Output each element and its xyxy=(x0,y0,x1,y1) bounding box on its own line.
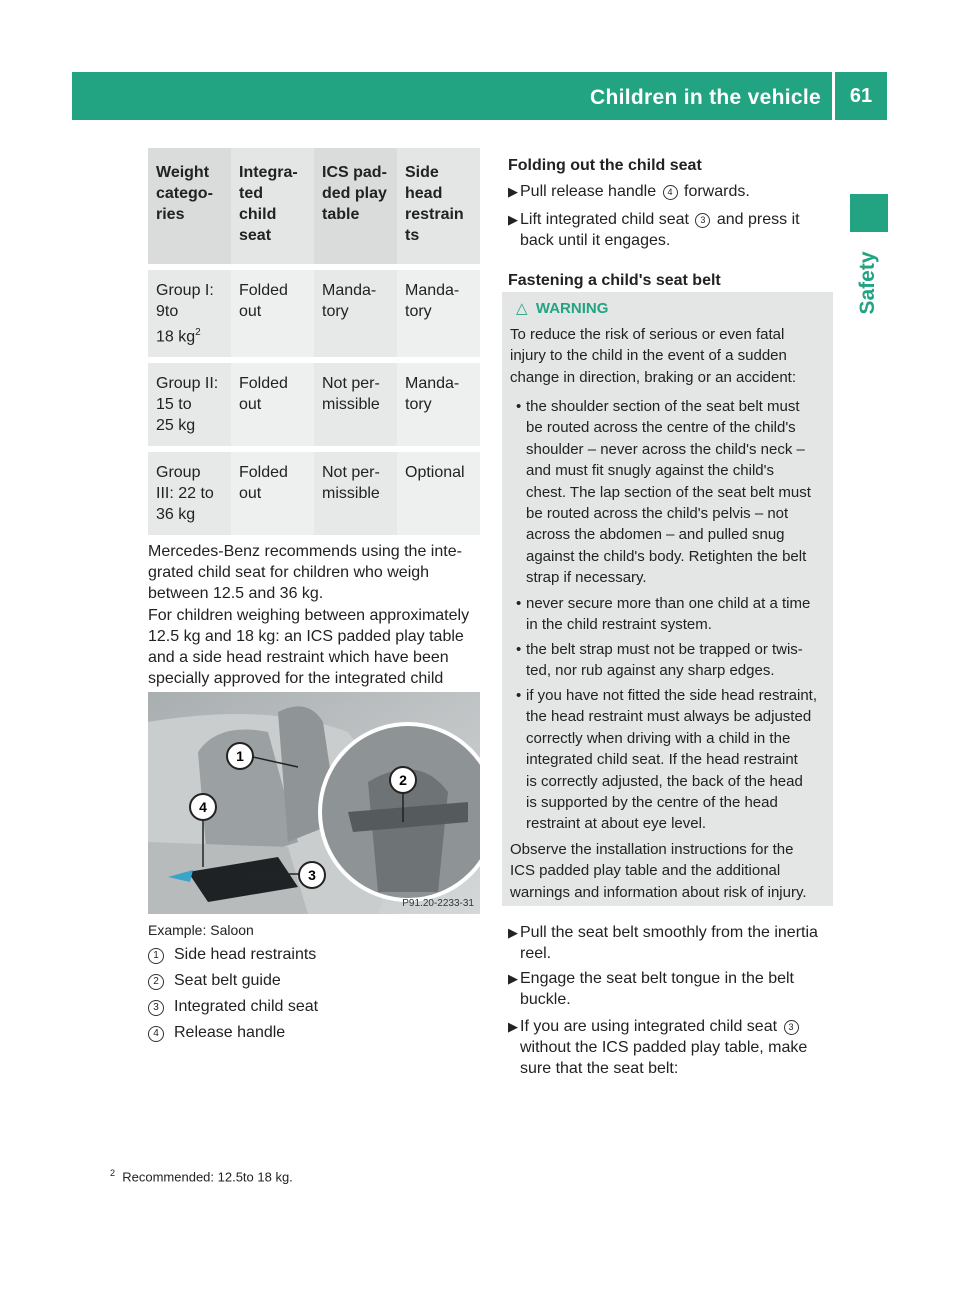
callout-3 xyxy=(299,862,325,888)
table-header-cell: Side head restrain ts xyxy=(397,148,480,264)
bullet-icon: • xyxy=(516,595,522,612)
step-arrow-icon: ▶ xyxy=(508,212,518,227)
step-arrow-icon: ▶ xyxy=(508,1019,518,1034)
warning-label: △ WARNING xyxy=(516,300,609,317)
legend-item: 1 Side head restraints xyxy=(148,946,316,964)
table-header-cell: ICS pad- ded play table xyxy=(314,148,397,264)
side-tab-label: Safety xyxy=(856,251,879,315)
table-row xyxy=(148,270,480,357)
folding-step: ▶ Pull release handle 4 forwards. xyxy=(508,183,750,200)
warning-bullet: • if you have not fitted the side head restraint, the head restraint must always be adjusted correctly when driving with a child in the integrated child seat. If the head restraint is correctly adjusted, the back of the head is supported by the centre of the head restraint at about eye level. xyxy=(516,687,818,833)
warning-intro: To reduce the risk of serious or even fatal injury to the child in the event of a sudden change in direction, braking or an accident: xyxy=(510,326,797,386)
figure-code: P91.20-2233-31 xyxy=(402,898,474,909)
bullet-icon: • xyxy=(516,398,522,415)
table-row xyxy=(148,363,480,446)
svg-text:1: 1 xyxy=(236,748,244,764)
intro-paragraph: Mercedes-Benz recommends using the inte- grated child seat for children who weigh between 12.5 and 36 kg. xyxy=(148,543,462,602)
belt-step: ▶ Engage the seat belt tongue in the belt buckle. xyxy=(508,970,794,1008)
table-cell: Folded out xyxy=(231,363,314,446)
warning-bullet: • never secure more than one child at a time in the child restraint system. xyxy=(516,595,811,634)
table-header-row xyxy=(148,148,480,264)
legend-item: 2 Seat belt guide xyxy=(148,972,281,990)
warning-triangle-icon: △ xyxy=(516,300,528,317)
table-row xyxy=(148,452,480,535)
svg-text:4: 4 xyxy=(199,799,207,815)
legend-item: 3 Integrated child seat xyxy=(148,998,318,1016)
page-number: 61 xyxy=(835,72,887,120)
table-cell: Optional xyxy=(397,452,480,535)
table-cell: Manda- tory xyxy=(397,270,480,357)
bullet-icon: • xyxy=(516,687,522,704)
child-seat-illustration xyxy=(148,692,480,914)
illustration-svg xyxy=(148,692,480,914)
table-cell: Group III: 22 to 36 kg xyxy=(148,452,231,535)
svg-text:2: 2 xyxy=(399,772,407,788)
callout-1 xyxy=(227,743,253,769)
warning-outro: Observe the installation instructions for the ICS padded play table and the additional warnings and information about risk of injury. xyxy=(510,841,807,901)
belt-step: ▶ If you are using integrated child seat 3 without the ICS padded play table, make sure that the seat belt: xyxy=(508,1018,808,1077)
figure-caption: Example: Saloon xyxy=(148,922,254,938)
table-cell: Manda- tory xyxy=(397,363,480,446)
warning-bullet: • the belt strap must not be trapped or twis- ted, nor rub against any sharp edges. xyxy=(516,641,803,680)
table-cell: Folded out xyxy=(231,270,314,357)
page-section-title: Children in the vehicle xyxy=(590,86,821,109)
folding-heading: Folding out the child seat xyxy=(508,157,702,174)
fastening-heading: Fastening a child's seat belt xyxy=(508,272,721,289)
table-cell: Folded out xyxy=(231,452,314,535)
weight-category-table xyxy=(148,148,480,535)
table-cell: Group II: 15 to 25 kg xyxy=(148,363,231,446)
bullet-icon: • xyxy=(516,641,522,658)
detail-paragraph: For children weighing between approximately 12.5 kg and 18 kg: an ICS padded play table and a side head restraint which have been specially approved for the integrated child xyxy=(148,607,470,687)
step-arrow-icon: ▶ xyxy=(508,971,518,986)
table-header-cell: Weight catego- ries xyxy=(148,148,231,264)
table-cell: Manda- tory xyxy=(314,270,397,357)
folding-step: ▶ Lift integrated child seat 3 and press it back until it engages. xyxy=(508,211,800,249)
legend-item: 4 Release handle xyxy=(148,1024,285,1042)
side-marker xyxy=(850,194,888,232)
table-cell: Group I: 9to 18 $kg^2$ xyxy=(148,270,231,357)
callout-2 xyxy=(390,767,416,793)
table-cell: Not per- missible xyxy=(314,363,397,446)
step-arrow-icon: ▶ xyxy=(508,925,518,940)
belt-step: ▶ Pull the seat belt smoothly from the inertia reel. xyxy=(508,924,818,962)
table-header-cell: Integra- ted child seat xyxy=(231,148,314,264)
footnote: $^2$ Recommended: 12.5to 18 kg. xyxy=(110,1168,293,1185)
warning-bullet: • the shoulder section of the seat belt must be routed across the centre of the child's shoulder – never across the child's neck – and must fit snugly against the child's chest. The lap section of the seat belt must be routed across the child's pelvis – not across the abdomen – and pulled snug against the child's body. Retighten the belt strap if necessary. xyxy=(516,398,811,587)
table-cell: Not per- missible xyxy=(314,452,397,535)
step-arrow-icon: ▶ xyxy=(508,184,518,199)
svg-text:3: 3 xyxy=(308,867,316,883)
footnote-ref: 2 xyxy=(195,327,201,338)
callout-4 xyxy=(190,794,216,820)
